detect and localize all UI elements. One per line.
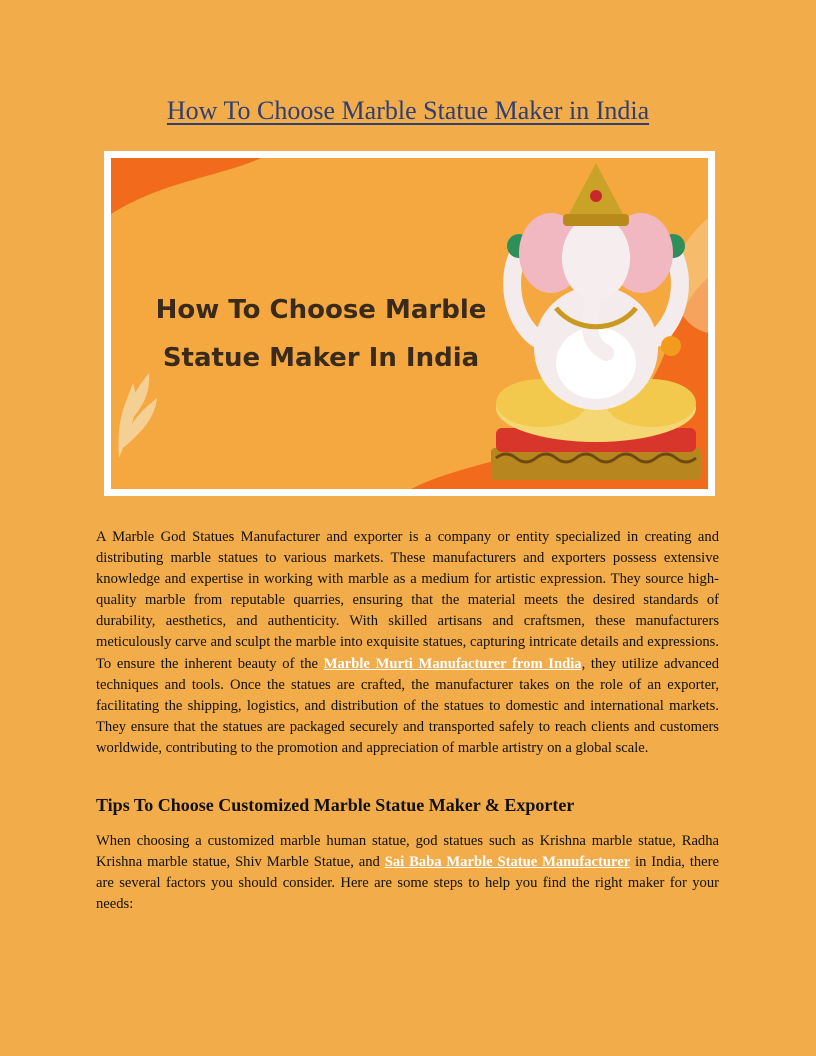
- leaf-decoration-icon: [118, 373, 157, 458]
- banner-line-2: Statue Maker In India: [162, 343, 480, 374]
- sai-baba-link[interactable]: Sai Baba Marble Statue Manufacturer: [384, 854, 631, 871]
- page-title: How To Choose Marble Statue Maker in India: [166, 96, 650, 125]
- paragraph-text: A Marble God Statues Manufacturer and exporter is a company or entity specialized in creating and distributing marble statues to various markets. These manufacturers and exporters possess extensive knowledge and expertise in working with marble as a medium for artistic expression. They source high-quality marble from reputable quarries, ensuring that the material meets the desired standards of durability, aesthetics, and authenticity. With skilled artisans and craftsmen, these manufacturers meticulously carve and sculpt the marble into exquisite statues, capturing intricate details and expressions. To ensure the inherent beauty of the: [96, 529, 719, 672]
- tips-paragraph: [96, 831, 719, 915]
- ganesha-statue-illustration: [491, 163, 701, 480]
- banner: [111, 158, 708, 489]
- top-wave-shape: [111, 158, 261, 214]
- marble-murti-link[interactable]: Marble Murti Manufacturer from India: [323, 655, 582, 672]
- banner-heading: [141, 286, 501, 382]
- paragraph-text: in India, there are several factors you should consider. Here are some steps to help you find the right maker for your needs:: [96, 854, 719, 913]
- banner-image: [104, 151, 715, 496]
- paragraph-text: When choosing a customized marble human statue, god statues such as Krishna marble statue, Radha Krishna marble statue, Shiv Marble Statue, and: [96, 833, 719, 871]
- banner-line-1: How To Choose Marble: [155, 295, 487, 325]
- section-heading: Tips To Choose Customized Marble Statue Maker & Exporter: [96, 795, 575, 815]
- intro-paragraph: [96, 527, 719, 759]
- paragraph-text: , they utilize advanced techniques and tools. Once the statues are crafted, the manufacturer takes on the role of an exporter, facilitating the shipping, logistics, and distribution of the statues to domestic and international markets. They ensure that the statues are packaged securely and transported safely to reach clients and customers worldwide, contributing to the promotion and appreciation of marble artistry on a global scale.: [96, 655, 719, 756]
